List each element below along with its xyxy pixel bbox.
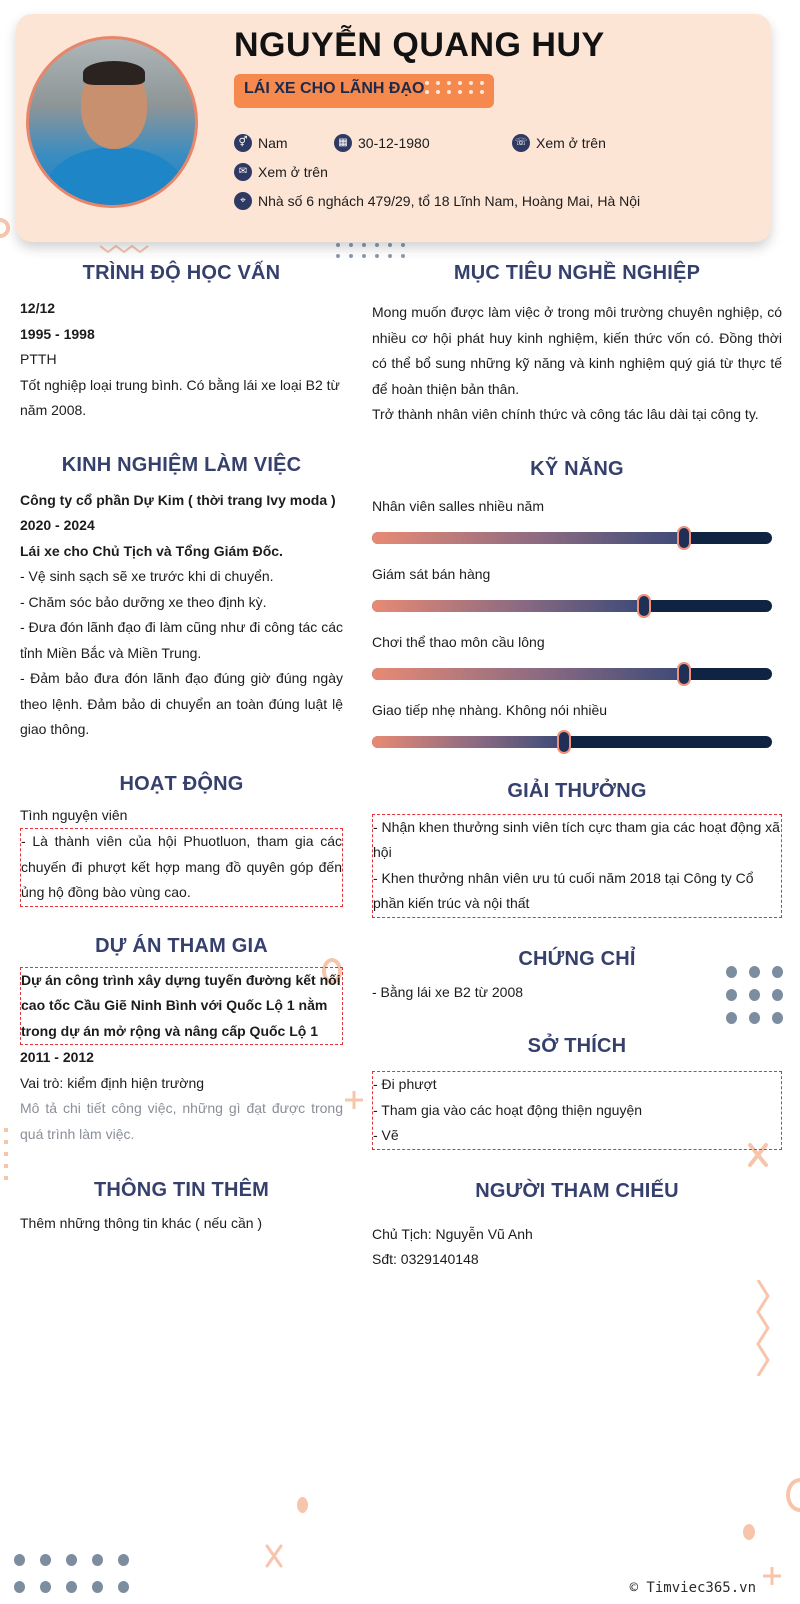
award-item: - Nhận khen thưởng sinh viên tích cực tham gia các hoạt động xã hội xyxy=(373,818,780,860)
location-icon: ⌖ xyxy=(234,192,252,210)
education-section xyxy=(20,262,343,424)
experience-duty: - Đảm bảo đưa đón lãnh đạo đúng giờ đúng ngày theo lệnh. Đảm bảo di chuyển an toàn đúng luật lệ giao thông. xyxy=(20,670,343,737)
projects-title: DỰ ÁN THAM GIA xyxy=(95,934,268,957)
skill-bar-knob xyxy=(677,526,691,550)
awards-title: GIẢI THƯỞNG xyxy=(507,779,647,802)
more-info-title: THÔNG TIN THÊM xyxy=(93,1179,269,1201)
gender-icon: ⚥ xyxy=(234,134,252,152)
experience-duty: - Đưa đón lãnh đạo đi làm cũng như đi công tác các tỉnh Miền Bắc và Miền Trung. xyxy=(20,619,343,661)
candidate-name: NGUYỄN QUANG HUY xyxy=(234,26,605,64)
decor-dot-peach-mid xyxy=(297,1497,308,1513)
position-badge xyxy=(234,74,494,108)
skill-bar-fill xyxy=(372,736,564,748)
hobbies-title: SỞ THÍCH xyxy=(527,1035,627,1057)
address-value: Nhà số 6 nghách 479/29, tổ 18 Lĩnh Nam, Hoàng Mai, Hà Nội xyxy=(258,193,641,209)
skill-item xyxy=(372,702,782,770)
experience-period: 2020 - 2024 xyxy=(20,517,95,533)
calendar-icon: ▦ xyxy=(334,134,352,152)
more-info-text: Thêm những thông tin khác ( nếu cần ) xyxy=(20,1215,263,1231)
awards-list xyxy=(372,814,782,918)
skill-label: Chơi thể thao môn cầu lông xyxy=(372,633,545,650)
skill-bar xyxy=(372,668,772,680)
decor-zigzag-right xyxy=(754,1280,774,1376)
references-title: NGƯỜI THAM CHIẾU xyxy=(475,1179,679,1202)
experience-title: KINH NGHIỆM LÀM VIỆC xyxy=(61,453,302,476)
awards-section xyxy=(372,780,782,918)
certificates-section xyxy=(372,948,782,1006)
projects-section xyxy=(20,935,343,1148)
skill-bar-knob xyxy=(557,730,571,754)
hobby-item: - Tham gia vào các hoạt động thiện nguyện xyxy=(373,1101,643,1118)
activities-org: Tình nguyện viên xyxy=(20,806,128,823)
decor-ring-left xyxy=(0,218,10,238)
header-card xyxy=(16,14,771,242)
project-description: Mô tả chi tiết công việc, những gì đạt được trong quá trình làm việc. xyxy=(20,1100,343,1142)
phone-value: Xem ở trên xyxy=(536,135,606,151)
award-item: - Khen thưởng nhân viên ưu tú cuối năm 2018 tại Công ty Cổ phần kiến trúc và nội thất xyxy=(373,869,754,911)
reference-phone: Sđt: 0329140148 xyxy=(372,1251,479,1267)
more-info-section xyxy=(20,1179,343,1237)
certificate-item: - Bằng lái xe B2 từ 2008 xyxy=(372,983,524,1000)
skill-bar-knob xyxy=(637,594,651,618)
skill-bar-fill xyxy=(372,668,684,680)
project-name: Dự án công trình xây dựng tuyến đường kết nối cao tốc Cầu Giẽ Ninh Bình với Quốc Lộ 1 nằm trong dự án mở rộng và nâng cấp Quốc Lộ 1 xyxy=(20,967,343,1046)
skill-item xyxy=(372,566,782,634)
decor-plus-mid xyxy=(344,1090,364,1110)
skill-bar xyxy=(372,532,772,544)
education-school: 12/12 xyxy=(20,300,56,316)
education-period: 1995 - 1998 xyxy=(20,325,95,342)
objective-text: Mong muốn được làm việc ở trong môi trường chuyên nghiệp, có nhiều cơ hội phát huy kinh nghiệm, kiến thức vốn có. Đồng thời có thể bổ sung những kỹ năng và kinh nghiệm quý giá từ thực tế để hoàn thiện bản thân. xyxy=(372,304,782,397)
email-info xyxy=(234,163,328,181)
experience-duty: - Vệ sinh sạch sẽ xe trước khi di chuyển. xyxy=(20,568,274,584)
project-period: 2011 - 2012 xyxy=(20,1049,94,1065)
left-column xyxy=(20,262,343,1237)
right-column xyxy=(372,262,782,1273)
skill-bar-fill xyxy=(372,600,644,612)
skill-bar-fill xyxy=(372,532,684,544)
skill-bar xyxy=(372,736,772,748)
email-value: Xem ở trên xyxy=(258,164,328,180)
objective-section xyxy=(372,262,782,428)
avatar xyxy=(26,36,198,208)
reference-name: Chủ Tịch: Nguyễn Vũ Anh xyxy=(372,1225,533,1242)
activities-title: HOẠT ĐỘNG xyxy=(119,772,244,795)
skills-title: KỸ NĂNG xyxy=(530,457,624,480)
dob-value: 30-12-1980 xyxy=(358,135,430,151)
phone-icon: ☏ xyxy=(512,134,530,152)
skill-item xyxy=(372,634,782,702)
decor-dot-peach-right xyxy=(743,1524,755,1540)
address-info xyxy=(234,192,640,210)
objective-goal: Trở thành nhân viên chính thức và công tác lâu dài tại công ty. xyxy=(372,406,759,422)
skill-bar xyxy=(372,600,772,612)
hobbies-list xyxy=(372,1071,782,1150)
decor-dots-bottom-left xyxy=(14,1554,129,1593)
skill-item xyxy=(372,498,782,566)
phone-info xyxy=(512,134,606,152)
skill-label: Giao tiếp nhẹ nhàng. Không nói nhiều xyxy=(372,701,608,718)
decor-plus-bottom xyxy=(762,1566,782,1586)
education-description: Tốt nghiệp loại trung bình. Có bằng lái xe loại B2 từ năm 2008. xyxy=(20,376,340,418)
decor-zigzag-top xyxy=(100,244,152,254)
activities-section xyxy=(20,773,343,907)
watermark: © Timviec365.vn xyxy=(629,1580,756,1596)
activities-description: - Là thành viên của hội Phuotluon, tham gia các chuyến đi phượt kết hợp mang đồ quyên góp đến ủng hộ đồng bào vùng cao. xyxy=(20,828,343,907)
skill-label: Giám sát bán hàng xyxy=(372,565,491,582)
skills-list xyxy=(372,498,782,770)
experience-section xyxy=(20,454,343,743)
skill-label: Nhân viên salles nhiều năm xyxy=(372,497,544,514)
education-title: TRÌNH ĐỘ HỌC VẤN xyxy=(82,262,281,284)
decor-cross-bottom xyxy=(264,1543,284,1569)
gender-info xyxy=(234,134,288,152)
references-section xyxy=(372,1180,782,1273)
project-role: Vai trò: kiểm định hiện trường xyxy=(20,1074,205,1091)
experience-role: Lái xe cho Chủ Tịch và Tổng Giám Đốc. xyxy=(20,542,283,559)
skills-section xyxy=(372,458,782,770)
gender-value: Nam xyxy=(258,135,288,151)
education-major: PTTH xyxy=(20,351,57,367)
skill-bar-knob xyxy=(677,662,691,686)
experience-company: Công ty cổ phần Dự Kim ( thời trang Ivy moda ) xyxy=(20,491,336,508)
badge-dots xyxy=(425,81,484,94)
position-title: LÁI XE CHO LÃNH ĐẠO xyxy=(244,80,425,97)
dob-info xyxy=(334,134,430,152)
decor-arc-right xyxy=(786,1478,800,1512)
objective-title: MỤC TIÊU NGHỀ NGHIỆP xyxy=(453,262,701,284)
hobby-item: - Vẽ xyxy=(373,1127,399,1143)
email-icon: ✉ xyxy=(234,163,252,181)
hobbies-section xyxy=(372,1035,782,1150)
hobby-item: - Đi phượt xyxy=(373,1076,437,1092)
decor-dots-left-edge xyxy=(4,1128,8,1182)
experience-duty: - Chăm sóc bảo dưỡng xe theo định kỳ. xyxy=(20,593,267,610)
certificates-title: CHỨNG CHỈ xyxy=(518,947,636,970)
